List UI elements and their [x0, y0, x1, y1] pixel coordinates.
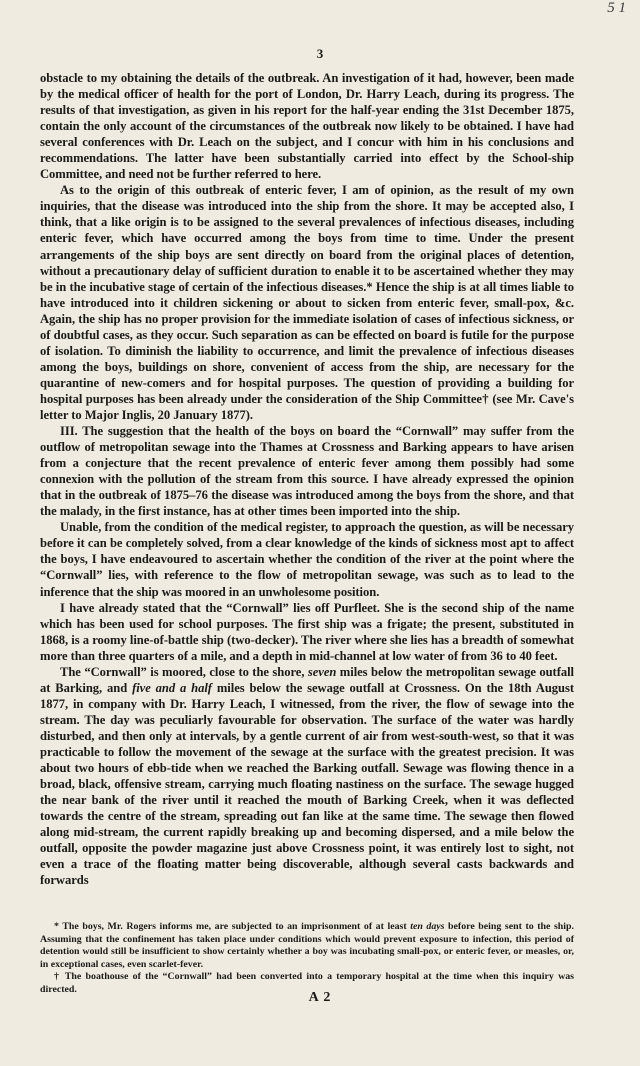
footnotes — [40, 921, 574, 997]
paragraph-5: I have already stated that the “Cornwall” lies off Purfleet. She is the second ship of the name which has been used for school purposes. The first ship was a frigate; the present, substituted in 1868, is a roomy line-of-battle ship (two-decker). The river where she lies has a breadth of somewhat more than three quarters of a mile, and a depth in mid-channel at low water of from 36 to 40 feet. — [40, 600, 574, 663]
paragraph-1: obstacle to my obtaining the details of the outbreak. An investigation of it had, however, been made by the medical officer of health for the port of London, Dr. Harry Leach, during its progress. The results of that investigation, as given in his report for the half-year ending the 31st December 1875, contain the only account of the circumstances of the outbreak now likely to be obtained. I have had several conferences with Dr. Leach on the subject, and I concur with him in his conclusions and recommendations. The latter have been substantially carried into effect by the School-ship Committee, and need not be further referred to here. — [40, 71, 574, 182]
body-text — [40, 70, 574, 888]
paragraph-3: III. The suggestion that the health of the boys on board the “Cornwall” may suffer from the outflow of metropolitan sewage into the Thames at Crossness and Barking appears to have arisen from a conjecture that the recent prevalence of enteric fever among them possibly had some connexion with the pollution of the stream from this source. I have already expressed the opinion that in the outbreak of 1875–76 the disease was introduced among the boys from the shore, and that the malady, in the first instance, has at other times been imported into the ship. — [40, 424, 574, 519]
paragraph-6-text-b: miles below the metropolitan sewage outfall at Barking, and — [40, 664, 574, 695]
paragraph-4: Unable, from the condition of the medical register, to approach the question, as will be necessary before it can be completely solved, from a clear knowledge of the kinds of sickness most apt to affect the boys, I have endeavoured to ascertain whether the condition of the river at the point where the “Cornwall” lies, with reference to the flow of metropolitan sewage, was such as to lead to the inference that the ship was moored in an unwholesome position. — [40, 520, 574, 599]
paragraph-2: As to the origin of this outbreak of enteric fever, I am of opinion, as the result of my own inquiries, that the disease was introduced into the ship from the shore. It may be accepted also, I think, that a like origin is to be assigned to the several prevalences of infectious diseases, including enteric fever, which have occurred among the boys from time to time. Under the present arrangements of the ship boys are sent directly on board from the original places of detention, without a precautionary delay of sufficient duration to enable it to be ascertained whether they may be in the incubative stage of certain of the infectious diseases.* Hence the ship is at all times liable to have introduced into it children sickening or about to sicken from enteric fever, small-pox, &c. Again, the ship has no proper provision for the immediate isolation of cases of infectious sickness, or of doubtful cases, as they occur. Such separation as can be effected on board is futile for the purpose of isolation. To diminish the liability to occurrence, and limit the prevalence of infectious diseases among the boys, buildings on shore, convenient of access from the ship, are necessary for the quarantine of new-comers and for hospital purposes. The question of providing a building for hospital purposes has been already under the consideration of the Ship Committee† (see Mr. Cave's letter to Major Inglis, 20 January 1877). — [40, 183, 574, 422]
paragraph-6-text-a: The “Cornwall” is moored, close to the shore, — [60, 664, 308, 679]
signature-mark: A 2 — [308, 990, 332, 1005]
paragraph-6 — [40, 664, 574, 889]
paragraph-6-emphasis-b: five and a half — [132, 680, 212, 695]
footnote-2: † The boathouse of the “Cornwall” had been converted into a temporary hospital at the time when this inquiry was directed. — [40, 971, 574, 995]
footnote-1-text-a: * The boys, Mr. Rogers informs me, are subjected to an imprisonment of at least — [54, 921, 411, 932]
page-number: 3 — [316, 46, 324, 61]
paragraph-6-emphasis-a: seven — [307, 664, 337, 679]
footnote-1 — [40, 921, 574, 971]
paragraph-6-text-c: miles below the sewage outfall at Crossness. On the 18th August 1877, in company with Dr. Harry Leach, I witnessed, from the river, the flow of sewage into the stream. The day was peculiarly favourable for observation. The surface of the water was hardly disturbed, and then only at intervals, by a gentle current of air from west-south-west, so that it was practicable to follow the movement of the sewage at the surface with the greatest precision. It was about two hours of ebb-tide when we reached the Barking outfall. Sewage was flowing thence in a broad, black, offensive stream, carrying much floating nastiness on the surface. The sewage hugged the near bank of the river until it reached the mouth of Barking Creek, when it was deflected towards the centre of the stream, spreading out fan like at the same time. The sewage then flowed along mid-stream, the current rapidly breaking up and becoming dispersed, and a mile below the outfall, opposite the powder magazine just above Crossness point, it was entirely lost to sight, not even a trace of the floating matter being discoverable, although several casts backwards and forwards — [40, 680, 574, 888]
footnote-1-text-b: before being sent to the ship. Assuming that the confinement has taken place under conditions which would prevent exposure to infection, this period of detention would still be insufficient to show certainly whether a boy was incubating small-pox, or enteric fever, or measles, or, in exceptional cases, even scarlet-fever. — [40, 921, 574, 970]
footnote-1-emphasis: ten days — [410, 921, 445, 932]
corner-folio-mark: 5 1 — [607, 0, 626, 16]
